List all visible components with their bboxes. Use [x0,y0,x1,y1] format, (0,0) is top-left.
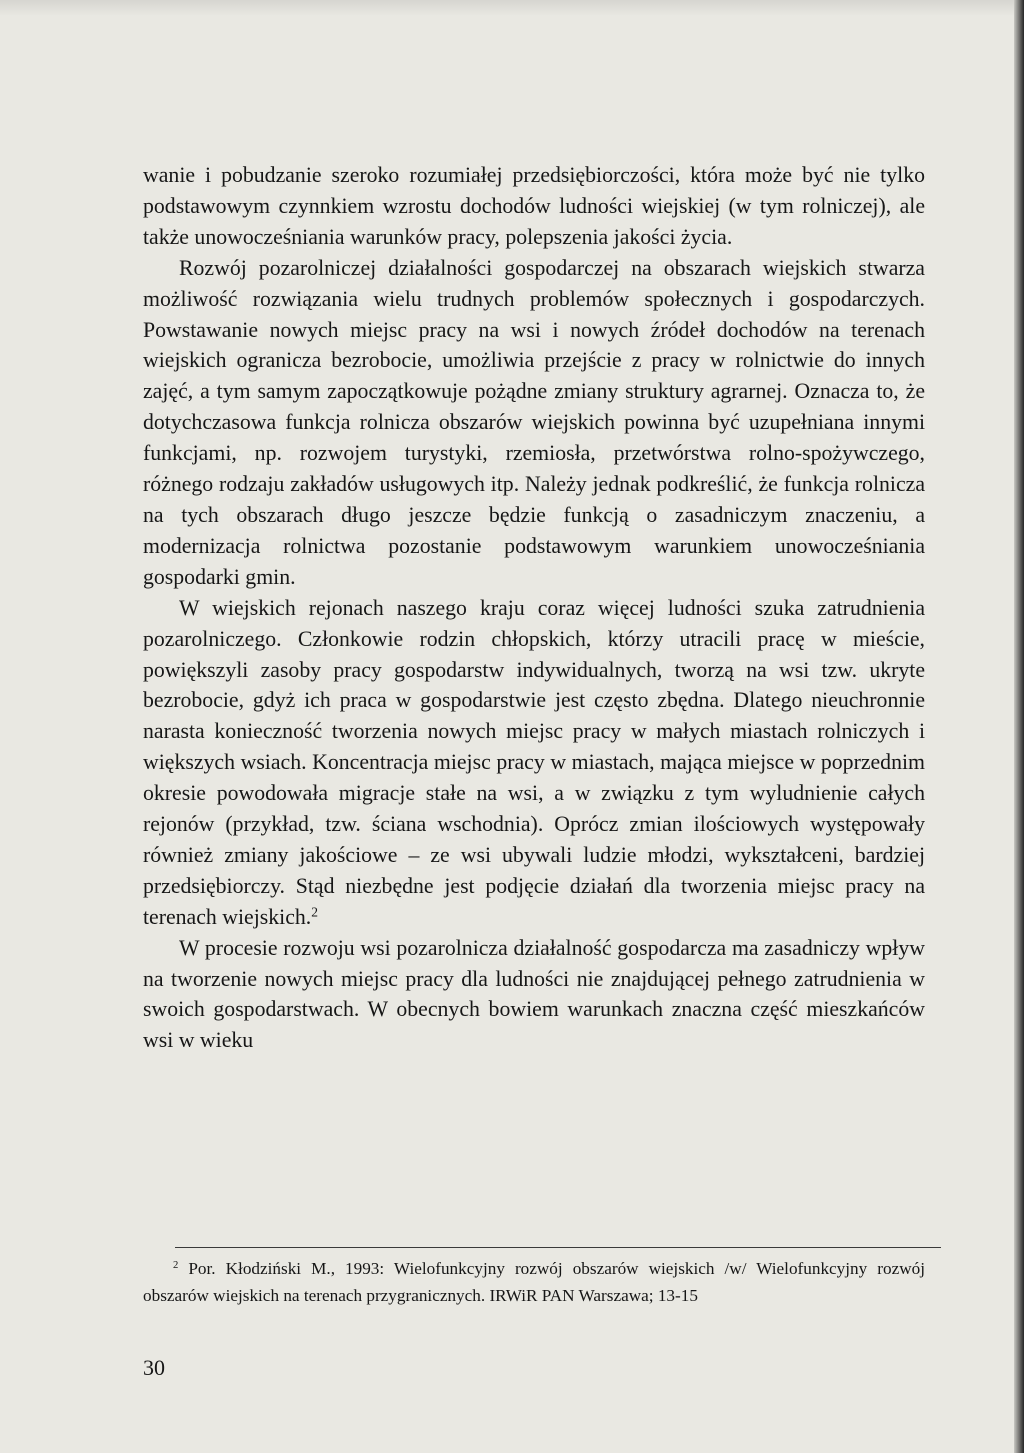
scan-top-edge [0,0,1014,16]
page-edge-shadow [1014,0,1024,1453]
footnote-reference: 2 [311,904,318,920]
footnote-marker: 2 [173,1260,179,1272]
body-text [143,160,925,1056]
paragraph-3 [143,593,925,933]
paragraph-3-text: W wiejskich rejonach naszego kraju coraz więcej ludności szuka zatrudnienia pozarolniczego. Członkowie rodzin chłopskich, którzy utracili pracę w mieście, powiększyli zasoby pracy gospodarstw indywidualnych, tworzą na wsi tzw. ukryte bezrobocie, gdyż ich praca w gospodarstwie jest często zbędna. Dlatego nieuchronnie narasta konieczność tworzenia nowych miejsc pracy w małych miastach rolniczych i większych wsiach. Koncentracja miejsc pracy w miastach, mająca miejsce w poprzednim okresie powodowała migracje stałe na wsi, a w związku z tym wyludnienie całych rejonów (przykład, tzw. ściana wschodnia). Oprócz zmian ilościowych występowały również zmiany jakościowe – ze wsi ubywali ludzie młodzi, wykształceni, bardziej przedsiębiorczy. Stąd niezbędne jest podjęcie działań dla tworzenia miejsc pracy na terenach wiejskich. [143,595,925,929]
footnotes [143,1256,925,1309]
footnote-text: Por. Kłodziński M., 1993: Wielofunkcyjny rozwój obszarów wiejskich /w/ Wielofunkcyjny rozwój obszarów wiejskich na terenach przygranicznych. IRWiR PAN Warszawa; 13-15 [143,1259,925,1305]
page-number: 30 [143,1355,165,1380]
footnote-2 [143,1256,925,1309]
paragraph-2: Rozwój pozarolniczej działalności gospodarczej na obszarach wiejskich stwarza możliwość rozwiązania wielu trudnych problemów społecznych i gospodarczych. Powstawanie nowych miejsc pracy na wsi i nowych źródeł dochodów na terenach wiejskich ogranicza bezrobocie, umożliwia przejście z pracy w rolnictwie do innych zajęć, a tym samym zapoczątkowuje pożądne zmiany struktury agrarnej. Oznacza to, że dotychczasowa funkcja rolnicza obszarów wiejskich powinna być uzupełniana innymi funkcjami, np. rozwojem turystyki, rzemiosła, przetwórstwa rolno-spożywczego, różnego rodzaju zakładów usługowych itp. Należy jednak podkreślić, że funkcja rolnicza na tych obszarach długo jeszcze będzie funkcją o zasadniczym znaczeniu, a modernizacja rolnictwa pozostanie podstawowym warunkiem unowocześniania gospodarki gmin. [143,255,925,589]
paragraph-4: W procesie rozwoju wsi pozarolnicza działalność gospodarcza ma zasadniczy wpływ na tworzenie nowych miejsc pracy dla ludności nie znajdującej pełnego zatrudnienia w swoich gospodarstwach. W obecnych bowiem warunkach znaczna część mieszkańców wsi w wieku [143,935,925,1053]
paragraph-1: wanie i pobudzanie szeroko rozumiałej przedsiębiorczości, która może być nie tylko podstawowym czynnkiem wzrostu dochodów ludności wiejskiej (w tym rolniczej), ale także unowocześniania warunków pracy, polepszenia jakości życia. [143,163,925,249]
footnote-separator [175,1247,941,1248]
